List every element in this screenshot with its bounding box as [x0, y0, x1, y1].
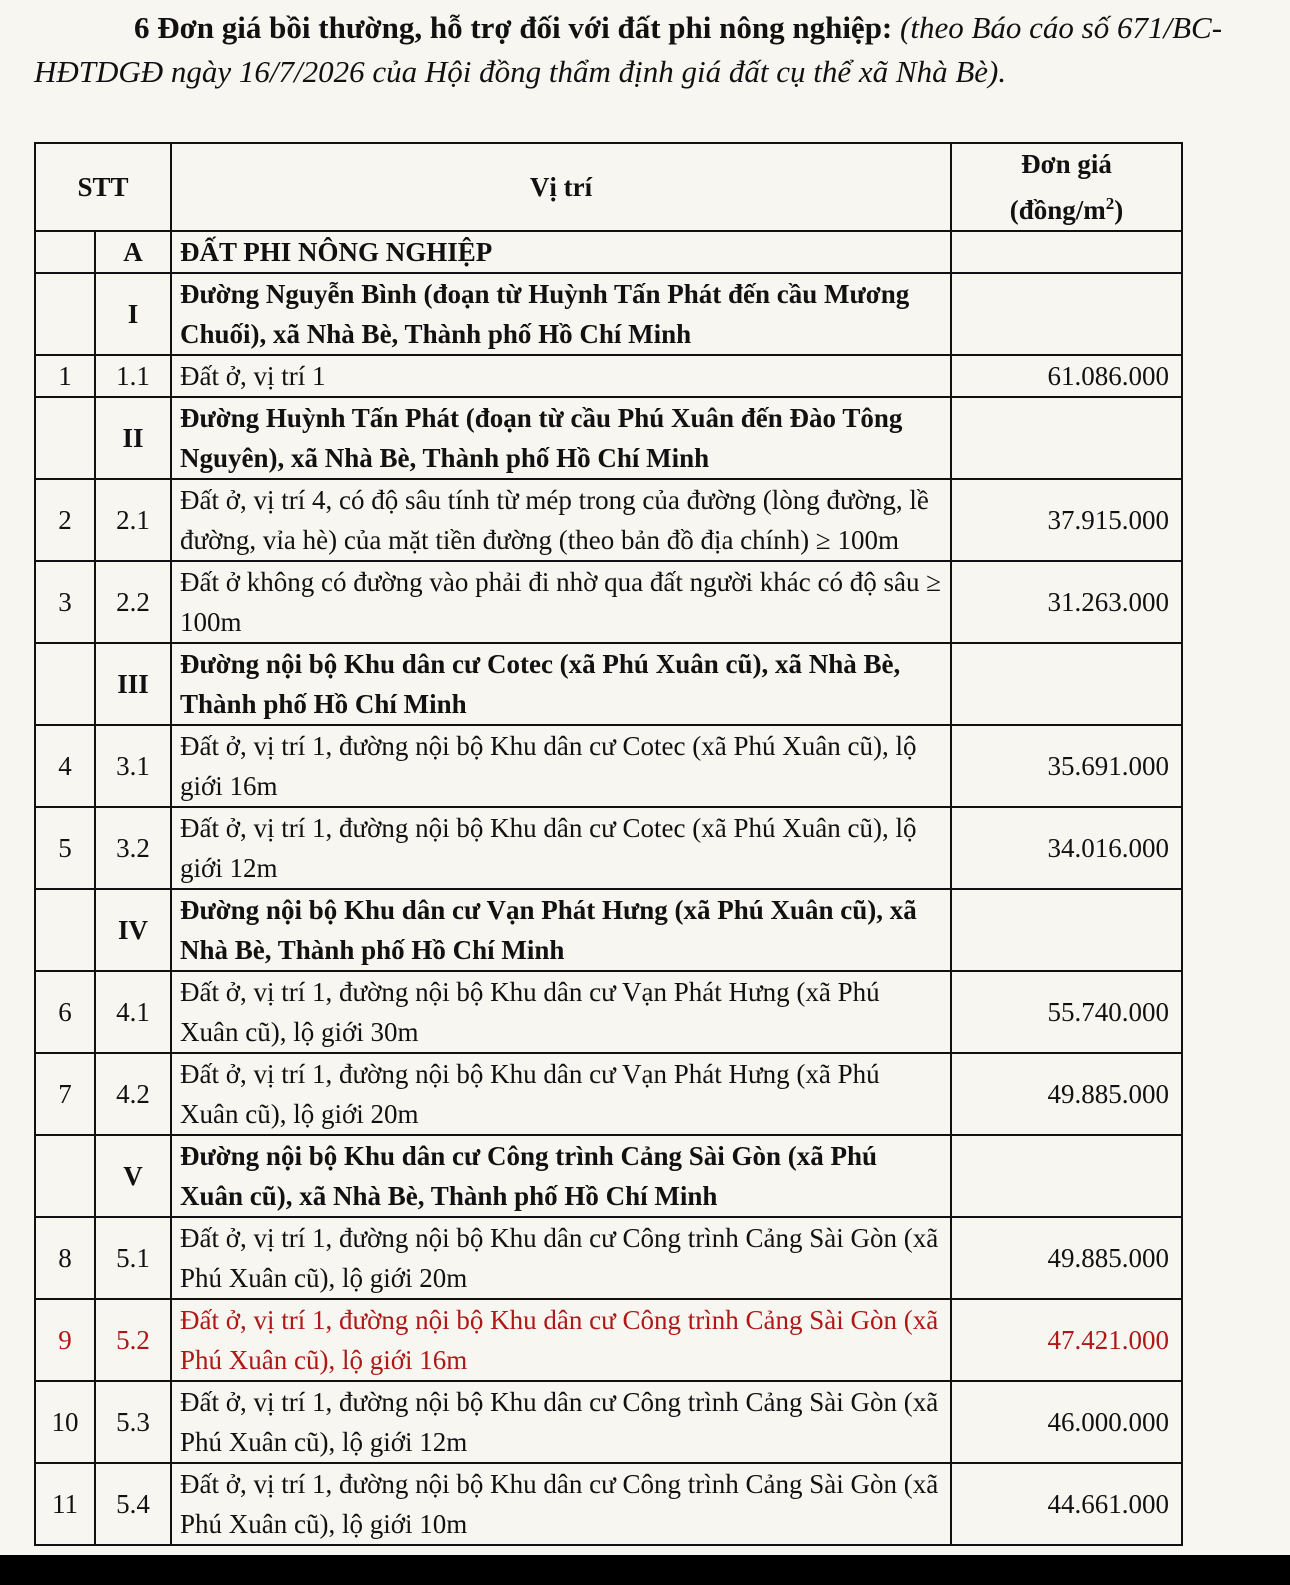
section-row: [35, 397, 1182, 479]
row-price: 31.263.000: [951, 561, 1182, 643]
row-code: I: [95, 273, 171, 355]
row-number: 5: [35, 807, 95, 889]
row-number: 11: [35, 1463, 95, 1545]
row-number: 10: [35, 1381, 95, 1463]
row-number: [35, 397, 95, 479]
row-location: Đất ở, vị trí 1, đường nội bộ Khu dân cư Vạn Phát Hưng (xã Phú Xuân cũ), lộ giới 20m: [171, 1053, 951, 1135]
section-row: [35, 273, 1182, 355]
row-number: 4: [35, 725, 95, 807]
row-code: 5.2: [95, 1299, 171, 1381]
row-price: 44.661.000: [951, 1463, 1182, 1545]
table-row: [35, 355, 1182, 397]
table-row: [35, 1381, 1182, 1463]
row-number: 8: [35, 1217, 95, 1299]
header-stt: STT: [35, 143, 171, 231]
row-number: 6: [35, 971, 95, 1053]
row-code: 3.2: [95, 807, 171, 889]
table-row: [35, 1217, 1182, 1299]
header-price-sup: 2: [1105, 194, 1115, 213]
row-price: [951, 397, 1182, 479]
section-row: [35, 643, 1182, 725]
table-row: [35, 971, 1182, 1053]
section-heading: [34, 6, 1234, 94]
row-location: Đất ở, vị trí 1, đường nội bộ Khu dân cư Công trình Cảng Sài Gòn (xã Phú Xuân cũ), lộ giới 10m: [171, 1463, 951, 1545]
row-location: ĐẤT PHI NÔNG NGHIỆP: [171, 231, 951, 273]
row-location: Đất ở, vị trí 1, đường nội bộ Khu dân cư Công trình Cảng Sài Gòn (xã Phú Xuân cũ), lộ giới 12m: [171, 1381, 951, 1463]
row-location: Đường Huỳnh Tấn Phát (đoạn từ cầu Phú Xuân đến Đào Tông Nguyên), xã Nhà Bè, Thành phố Hồ Chí Minh: [171, 397, 951, 479]
header-location: Vị trí: [171, 143, 951, 231]
header-price-unit-close: ): [1114, 195, 1124, 225]
row-number: [35, 889, 95, 971]
row-number: [35, 643, 95, 725]
heading-source: (theo Báo cáo số 671/BC-HĐTDGĐ ngày 16/7/2026 của Hội đồng thẩm định giá đất cụ thể xã Nhà Bè).: [34, 10, 1223, 89]
row-price: 49.885.000: [951, 1053, 1182, 1135]
row-price: 55.740.000: [951, 971, 1182, 1053]
row-location: Đường nội bộ Khu dân cư Cotec (xã Phú Xuân cũ), xã Nhà Bè, Thành phố Hồ Chí Minh: [171, 643, 951, 725]
row-location: Đất ở, vị trí 1: [171, 355, 951, 397]
price-table: [34, 142, 1183, 1546]
row-code: 4.1: [95, 971, 171, 1053]
section-row: [35, 231, 1182, 273]
heading-title: 6 Đơn giá bồi thường, hỗ trợ đối với đất phi nông nghiệp:: [134, 10, 893, 45]
row-code: 1.1: [95, 355, 171, 397]
table-header-row: [35, 143, 1182, 231]
row-location: Đường Nguyễn Bình (đoạn từ Huỳnh Tấn Phát đến cầu Mương Chuối), xã Nhà Bè, Thành phố Hồ Chí Minh: [171, 273, 951, 355]
table-row: [35, 1053, 1182, 1135]
row-number: [35, 231, 95, 273]
row-price: 46.000.000: [951, 1381, 1182, 1463]
header-price: [951, 143, 1182, 231]
row-number: [35, 273, 95, 355]
row-code: 4.2: [95, 1053, 171, 1135]
table-row: [35, 725, 1182, 807]
row-price: [951, 643, 1182, 725]
row-code: 3.1: [95, 725, 171, 807]
table-row: [35, 479, 1182, 561]
row-code: 5.3: [95, 1381, 171, 1463]
row-code: V: [95, 1135, 171, 1217]
row-price: 47.421.000: [951, 1299, 1182, 1381]
row-location: Đất ở không có đường vào phải đi nhờ qua đất người khác có độ sâu ≥ 100m: [171, 561, 951, 643]
table-row: [35, 561, 1182, 643]
header-price-unit: (đồng/m: [1009, 195, 1106, 225]
row-code: 5.1: [95, 1217, 171, 1299]
row-price: [951, 231, 1182, 273]
row-price: 49.885.000: [951, 1217, 1182, 1299]
table-row: [35, 1299, 1182, 1381]
row-price: 37.915.000: [951, 479, 1182, 561]
row-code: IV: [95, 889, 171, 971]
row-location: Đất ở, vị trí 1, đường nội bộ Khu dân cư Cotec (xã Phú Xuân cũ), lộ giới 16m: [171, 725, 951, 807]
row-code: A: [95, 231, 171, 273]
table-row: [35, 807, 1182, 889]
row-number: 2: [35, 479, 95, 561]
row-number: 3: [35, 561, 95, 643]
row-price: [951, 273, 1182, 355]
row-price: 34.016.000: [951, 807, 1182, 889]
row-location: Đất ở, vị trí 4, có độ sâu tính từ mép trong của đường (lòng đường, lề đường, vỉa hè) của mặt tiền đường (theo bản đồ địa chính) ≥ 100m: [171, 479, 951, 561]
row-code: 2.2: [95, 561, 171, 643]
row-code: 5.4: [95, 1463, 171, 1545]
row-number: 9: [35, 1299, 95, 1381]
table-row: [35, 1463, 1182, 1545]
row-code: III: [95, 643, 171, 725]
row-number: 7: [35, 1053, 95, 1135]
header-price-line1: Đơn giá: [1021, 149, 1112, 179]
row-location: Đường nội bộ Khu dân cư Vạn Phát Hưng (xã Phú Xuân cũ), xã Nhà Bè, Thành phố Hồ Chí Minh: [171, 889, 951, 971]
section-row: [35, 889, 1182, 971]
row-price: 35.691.000: [951, 725, 1182, 807]
row-location: Đất ở, vị trí 1, đường nội bộ Khu dân cư Cotec (xã Phú Xuân cũ), lộ giới 12m: [171, 807, 951, 889]
row-code: 2.1: [95, 479, 171, 561]
row-price: [951, 889, 1182, 971]
row-number: 1: [35, 355, 95, 397]
row-location: Đất ở, vị trí 1, đường nội bộ Khu dân cư Công trình Cảng Sài Gòn (xã Phú Xuân cũ), lộ giới 20m: [171, 1217, 951, 1299]
table-body: [35, 231, 1182, 1545]
bottom-black-bar: [0, 1555, 1290, 1585]
row-location: Đất ở, vị trí 1, đường nội bộ Khu dân cư Vạn Phát Hưng (xã Phú Xuân cũ), lộ giới 30m: [171, 971, 951, 1053]
section-row: [35, 1135, 1182, 1217]
row-code: II: [95, 397, 171, 479]
row-price: 61.086.000: [951, 355, 1182, 397]
row-location: Đường nội bộ Khu dân cư Công trình Cảng Sài Gòn (xã Phú Xuân cũ), xã Nhà Bè, Thành phố Hồ Chí Minh: [171, 1135, 951, 1217]
row-location: Đất ở, vị trí 1, đường nội bộ Khu dân cư Công trình Cảng Sài Gòn (xã Phú Xuân cũ), lộ giới 16m: [171, 1299, 951, 1381]
row-price: [951, 1135, 1182, 1217]
row-number: [35, 1135, 95, 1217]
